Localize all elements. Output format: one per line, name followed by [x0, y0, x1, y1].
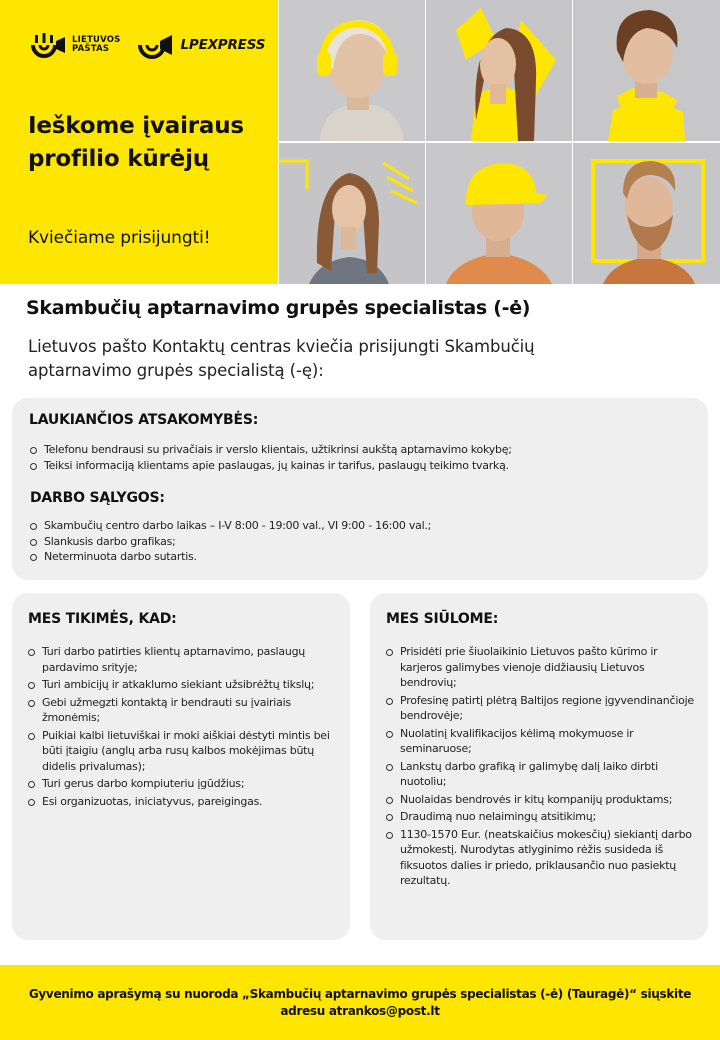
- expectations-list: [28, 644, 338, 811]
- expectations-heading: MES TIKIMĖS, KAD:: [28, 611, 177, 627]
- job-intro: [28, 335, 648, 383]
- list-item: Esi organizuotas, iniciatyvus, pareigingas.: [28, 794, 338, 810]
- hero-yellow-panel: [0, 0, 278, 284]
- post-horn-icon: [30, 31, 66, 59]
- portrait-photo-3: [573, 0, 720, 141]
- hero-title-line2: profilio kūrėjų: [28, 146, 209, 172]
- portrait-photo-1: [279, 0, 425, 141]
- hero-subtitle: Kviečiame prisijungti!: [28, 228, 211, 248]
- list-item: Teiksi informaciją klientams apie paslaugas, jų kainas ir tarifus, paslaugų teikimo tvarką.: [30, 458, 700, 474]
- list-item: Profesinę patirtį plėtrą Baltijos regione įgyvendinančioje bendrovėje;: [386, 693, 696, 724]
- logo-text-line2: PAŠTAS: [72, 44, 110, 54]
- responsibilities-heading: LAUKIANČIOS ATSAKOMYBĖS:: [29, 412, 259, 428]
- job-intro-line1: Lietuvos pašto Kontaktų centras kviečia prisijungti Skambučių: [28, 337, 535, 356]
- list-item: Turi gerus darbo kompiuteriu įgūdžius;: [28, 776, 338, 792]
- list-item: Slankusis darbo grafikas;: [30, 534, 700, 550]
- list-item: Prisidėti prie šiuolaikinio Lietuvos pašto kūrimo ir karjeros galimybes vienoje didžiausių Lietuvos bendrovių;: [386, 644, 696, 691]
- list-item: Turi ambicijų ir atkaklumo siekiant užsibrėžtų tikslų;: [28, 677, 338, 693]
- lpexpress-horn-icon: [138, 31, 174, 59]
- list-item: Neterminuota darbo sutartis.: [30, 549, 700, 565]
- responsibilities-list: [30, 442, 700, 473]
- footer-instruction-line1: Gyvenimo aprašymą su nuoroda „Skambučių aptarnavimo grupės specialistas (-ė) (Tauragė)“ siųskite: [28, 986, 692, 1001]
- offer-box: [370, 593, 708, 940]
- offer-heading: MES SIŪLOME:: [386, 611, 499, 627]
- portrait-photo-4: [279, 143, 425, 284]
- lpexpress-logo: [138, 31, 265, 59]
- conditions-heading: DARBO SĄLYGOS:: [30, 490, 165, 506]
- lpexpress-text: LPEXPRESS: [180, 37, 266, 53]
- footer-instruction-line2: adresu atrankos@post.lt: [280, 1003, 440, 1018]
- offer-list: [386, 644, 696, 891]
- logo-row: [30, 30, 265, 60]
- list-item: Nuolatinį kvalifikacijos kėlimą mokymuose ir seminaruose;: [386, 726, 696, 757]
- portrait-photo-6: [573, 143, 720, 284]
- list-item: Turi darbo patirties klientų aptarnavimo, paslaugų pardavimo srityje;: [28, 644, 338, 675]
- hero-title-line1: Ieškome įvairaus: [28, 113, 244, 139]
- list-item: Skambučių centro darbo laikas – I-V 8:00 - 19:00 val., VI 9:00 - 16:00 val.;: [30, 518, 700, 534]
- portrait-photo-grid: [279, 0, 720, 284]
- hero-banner: [0, 0, 720, 284]
- logo-text-line1: LIETUVOS: [72, 35, 121, 45]
- list-item: Nuolaidas bendrovės ir kitų kompanijų produktams;: [386, 792, 696, 808]
- lietuvos-pastas-logo: [30, 31, 120, 59]
- hero-title: [28, 110, 268, 176]
- portrait-photo-5: [426, 143, 572, 284]
- list-item: Puikiai kalbi lietuviškai ir moki aiškiai dėstyti mintis bei būti įtaigiu (anglų arba rusų kalbos mokėjimas būtų didelis privalumas);: [28, 728, 338, 775]
- job-intro-line2: aptarnavimo grupės specialistą (-ę):: [28, 361, 324, 380]
- conditions-list: [30, 518, 700, 565]
- job-title: Skambučių aptarnavimo grupės specialistas (-ė): [26, 297, 531, 319]
- list-item: Lankstų darbo grafiką ir galimybę dalį laiko dirbti nuotoliu;: [386, 759, 696, 790]
- list-item: 1130-1570 Eur. (neatskaičius mokesčių) siekiantį darbo užmokestį. Nurodytas atlyginimo rėžis susideda iš fiksuotos dalies ir priedo, priklausančio nuo pasiektų rezultatų.: [386, 827, 696, 889]
- responsibilities-conditions-box: [12, 398, 708, 580]
- list-item: Draudimą nuo nelaimingų atsitikimų;: [386, 809, 696, 825]
- expectations-box: [12, 593, 350, 940]
- list-item: Gebi užmegzti kontaktą ir bendrauti su įvairiais žmonėmis;: [28, 695, 338, 726]
- application-footer: [0, 965, 720, 1040]
- portrait-photo-2: [426, 0, 572, 141]
- list-item: Telefonu bendrausi su privačiais ir verslo klientais, užtikrinsi aukštą aptarnavimo kokybę;: [30, 442, 700, 458]
